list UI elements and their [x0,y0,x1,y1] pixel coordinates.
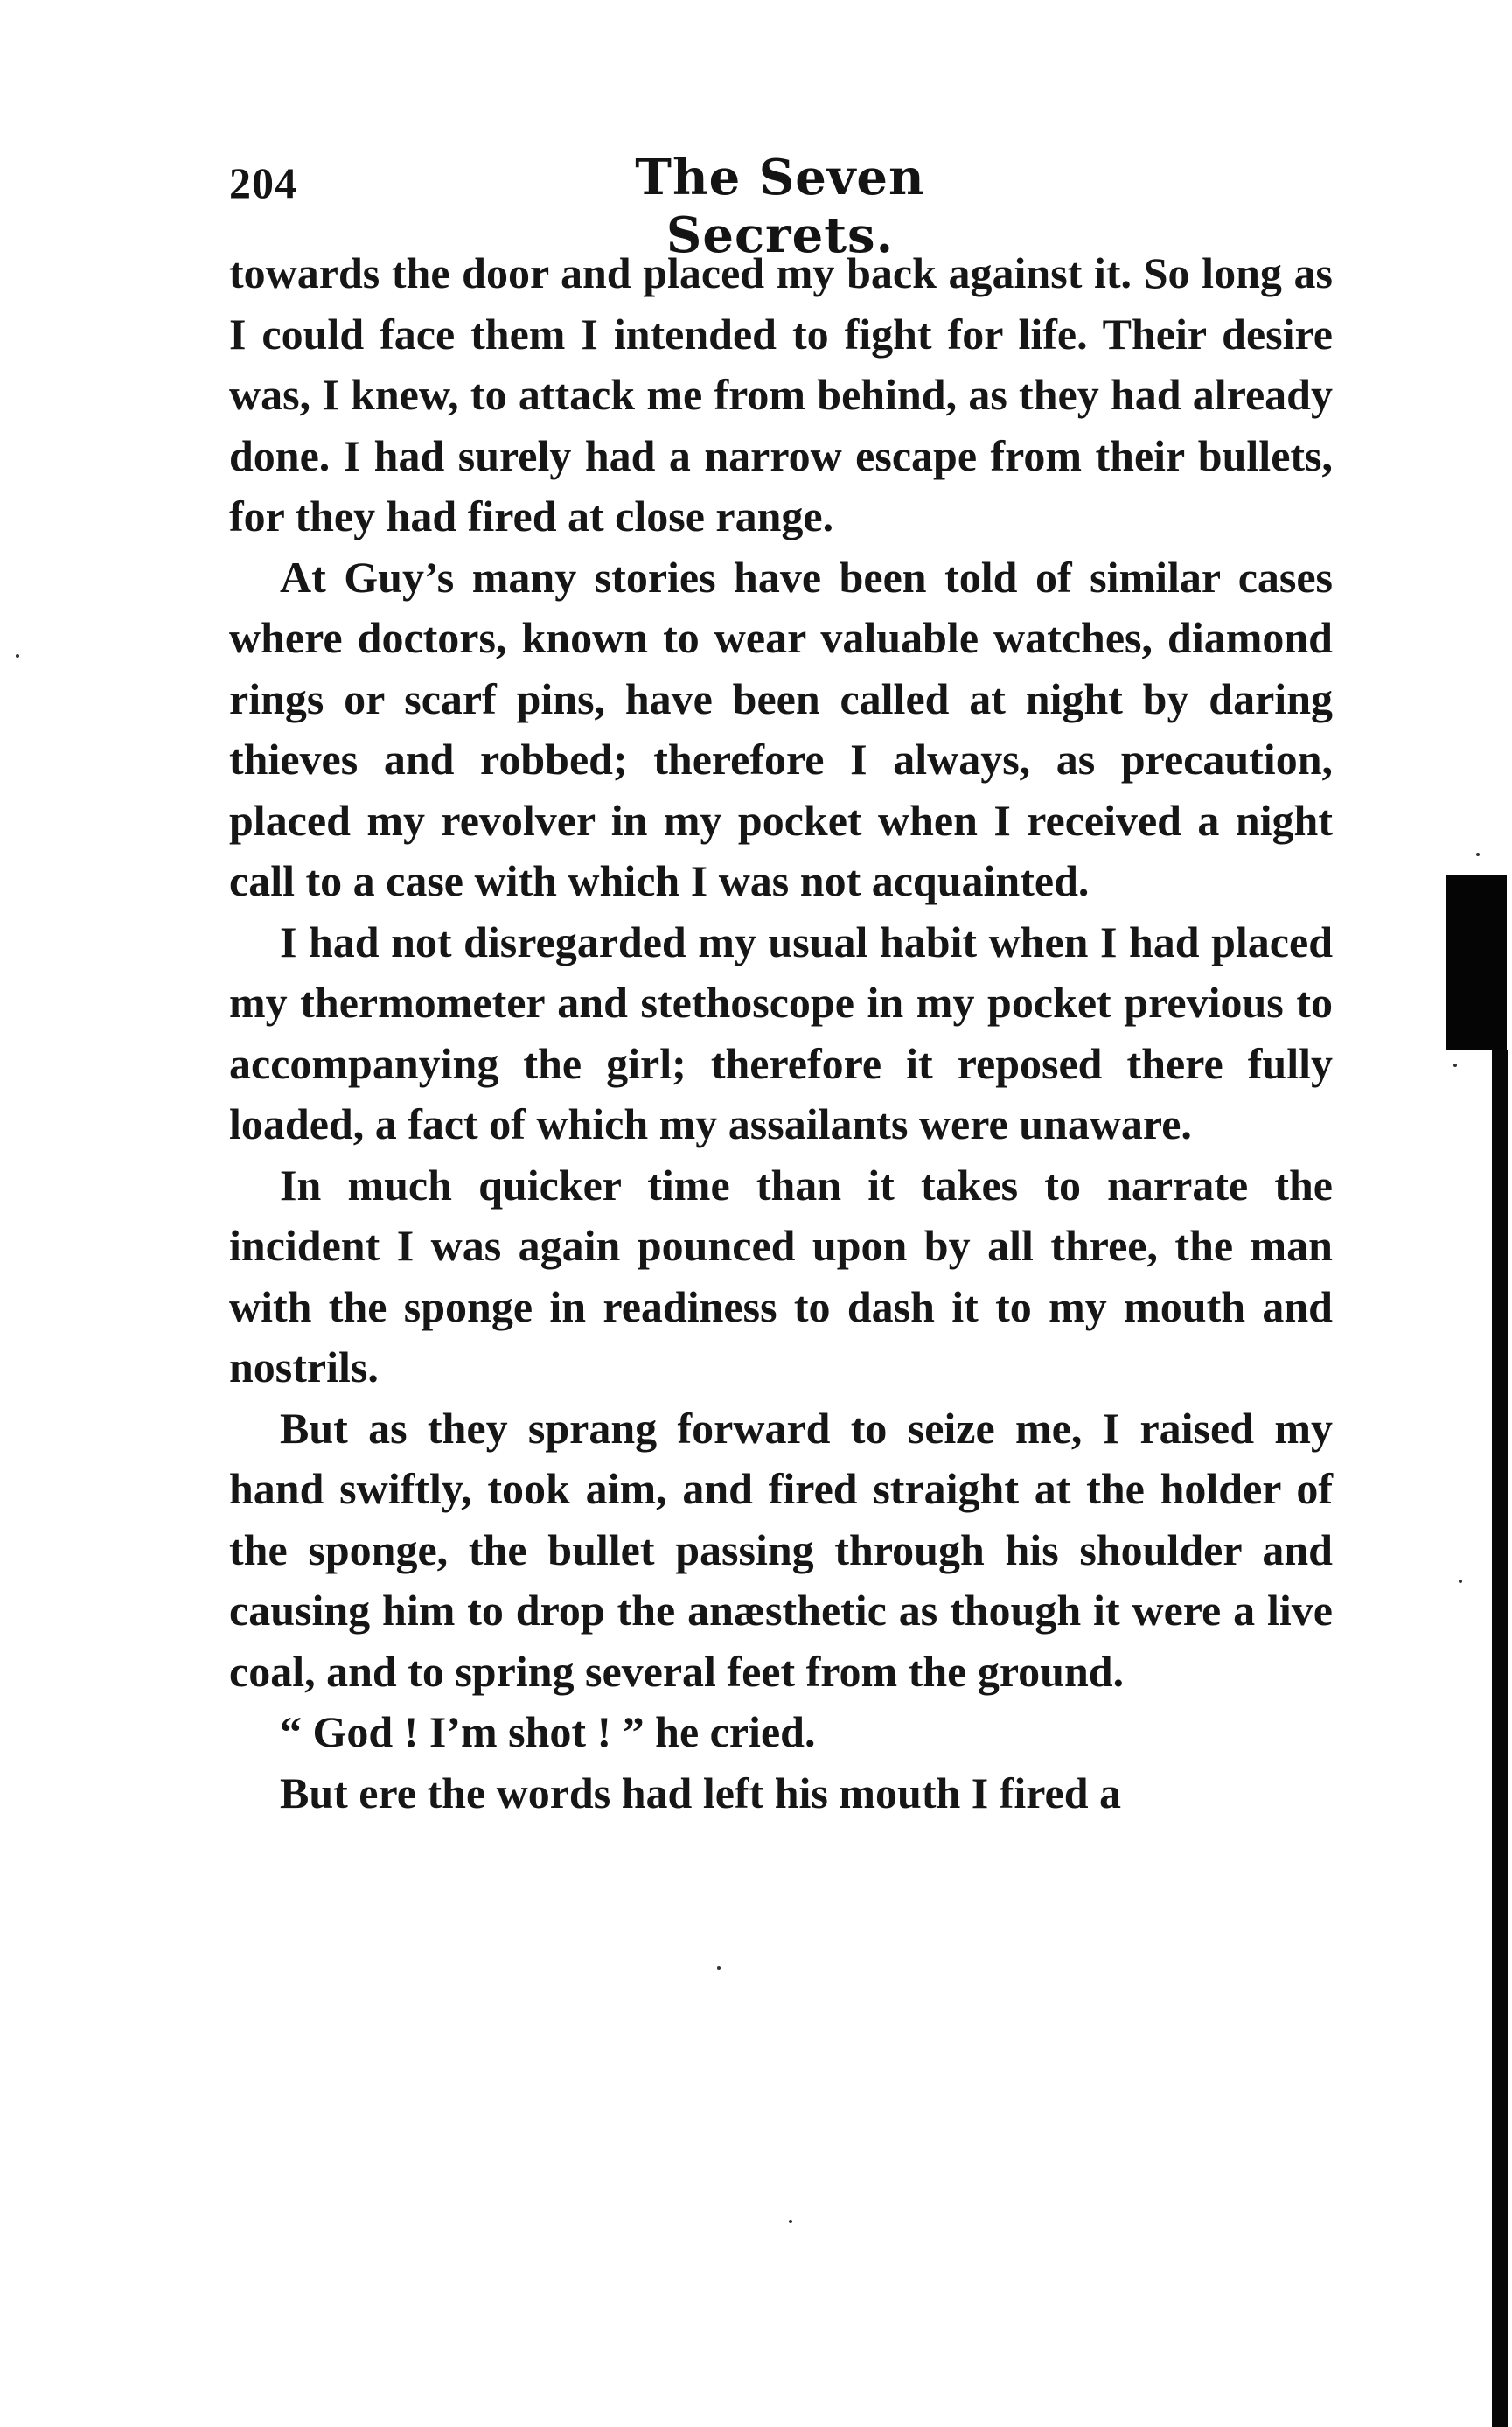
scan-speck [1453,1064,1457,1067]
scan-artifact-edge [1492,1050,1508,2427]
paragraph-fired-shot: But as they sprang forward to seize me, I raised my hand swiftly, took aim, and fired straight at the holder of the sponge, the bullet passing through his shoulder and causing him to drop the anæsthetic as though it were a live coal, and to spring several feet from the ground. [229,1403,1333,1696]
scan-artifact-bar [1446,875,1507,1050]
body-text [229,243,1333,1824]
page-header [229,149,1338,264]
paragraph-guys-stories: At Guy’s many stories have been told of similar cases where doctors, known to wear valuable watches, diamond rings or scarf pins, have been called at night by daring thieves and robbed; therefore I always, as precaution, placed my revolver in my pocket when I received a night call to a case with which I was not acquainted. [229,552,1333,905]
scan-speck [789,2220,792,2223]
scan-speck [1459,1580,1462,1583]
page-number: 204 [229,158,297,207]
scan-speck [1476,853,1480,856]
paragraph-quote: “ God ! I’m shot ! ” he cried. [280,1707,816,1756]
paragraph-final-line: But ere the words had left his mouth I fired a [280,1768,1122,1817]
paragraph-pounced-upon: In much quicker time than it takes to narrate the incident I was again pounced upon by all three, the man with the sponge in readiness to dash it to my mouth and nostrils. [229,1160,1333,1391]
scan-speck [717,1966,721,1970]
paragraph-continuation: towards the door and placed my back against it. So long as I could face them I intended to fight for life. Their desire was, I knew, to attack me from behind, as they had already done. I had surely had a narrow escape from their bullets, for they had fired at close range. [229,248,1333,540]
scan-speck [16,654,19,658]
paragraph-usual-habit: I had not disregarded my usual habit when I had placed my thermometer and stethoscope in my pocket previous to accompanying the girl; therefore it reposed there fully loaded, a fact of which my assailants were unaware. [229,917,1333,1148]
running-title: The Seven Secrets. [635,149,925,264]
